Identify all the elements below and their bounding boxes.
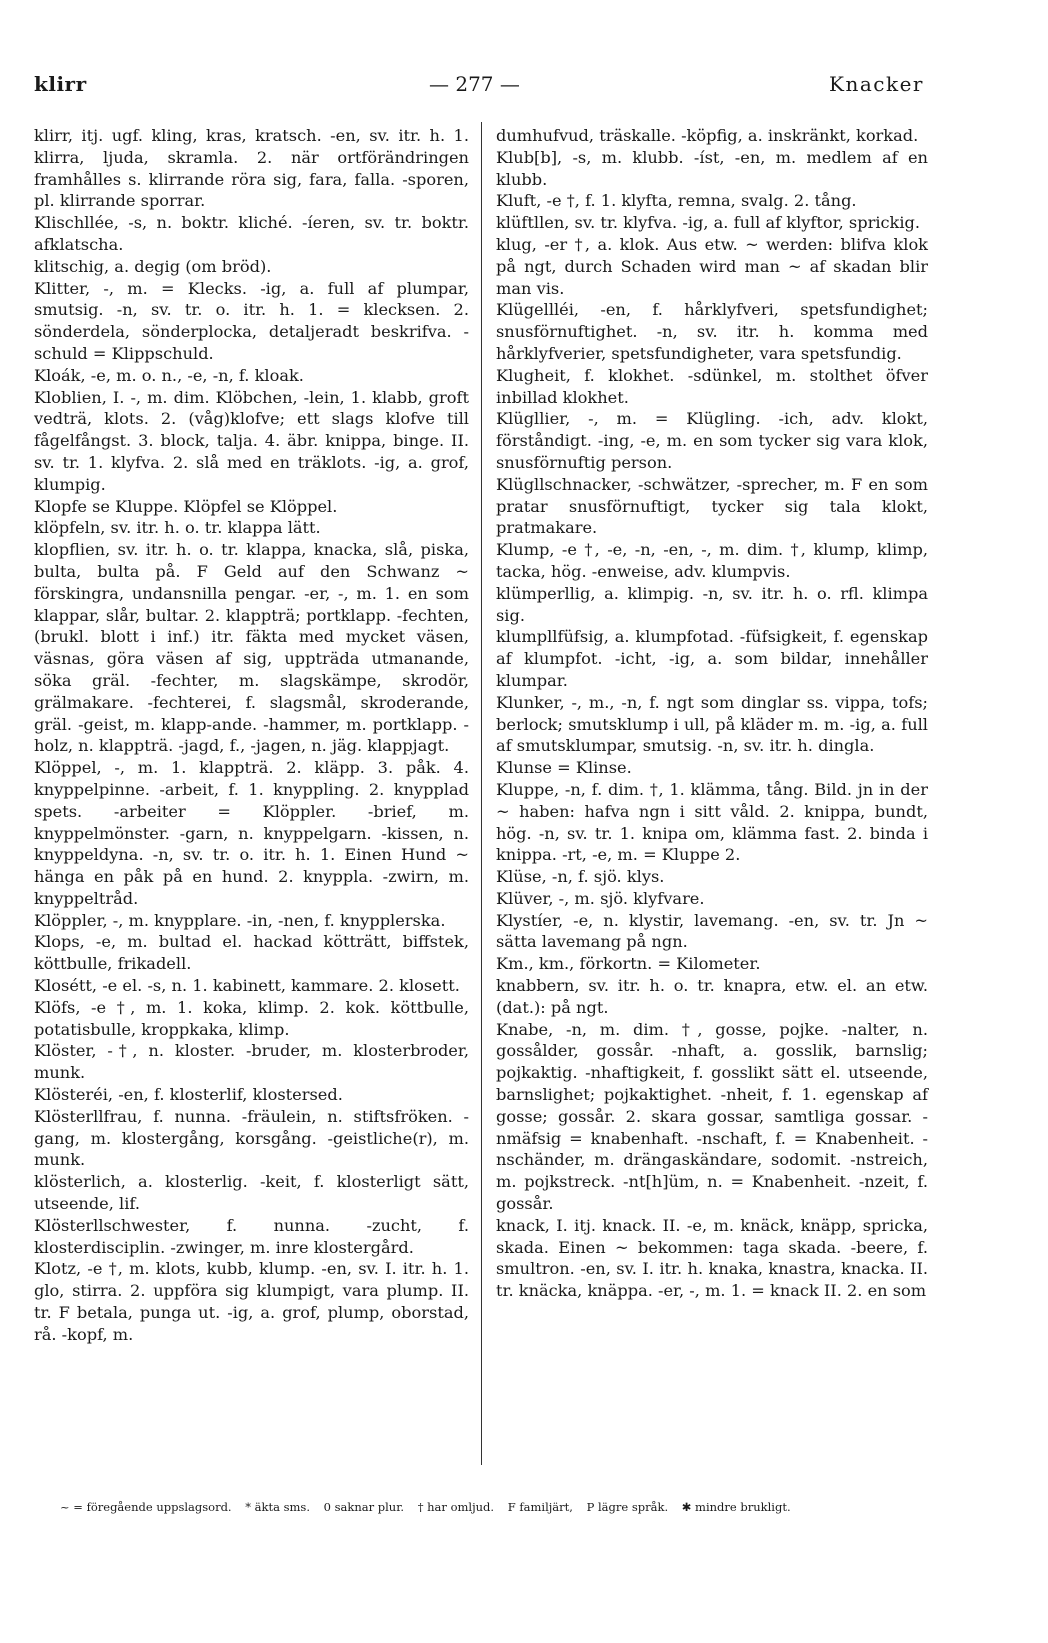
legend-item: ✱ mindre brukligt. xyxy=(681,1500,791,1514)
dictionary-entry: Klosétt, -e el. -s, n. 1. kabinett, kammare. 2. klosett. xyxy=(34,976,460,996)
dictionary-entry: Klüver, -, m. sjö. klyfvare. xyxy=(496,888,705,908)
dictionary-entry: klösterlich, a. klosterlig. -keit, f. klosterligt sätt, utseende, lif. xyxy=(34,1172,469,1214)
dictionary-entry: Klöppel, -, m. 1. klappträ. 2. kläpp. 3. påk. 4. knyppelpinne. -arbeit, f. 1. knyppling. 2. knypplad spets. -arbeiter = Klöppler. -brief, m. knyppelmönster. -garn, n. knyppelgarn. -kissen, n. knyppeldyna. -n, sv. tr. o. itr. h. 1. Einen Hund ~ hänga en påk på en hund. 2. knyppla. -zwirn, m. knyppeltråd. xyxy=(34,758,469,908)
dictionary-entry: Klitter, -, m. = Klecks. -ig, a. full af plumpar, smutsig. -n, sv. tr. o. itr. h. 1. = klecksen. 2. sönderdela, sönderplocka, detaljeradt beskrifva. -schuld = Klippschuld. xyxy=(34,278,469,363)
dictionary-entry: Kloák, -e, m. o. n., -e, -n, f. kloak. xyxy=(34,365,304,385)
left-column xyxy=(34,125,469,1346)
right-column xyxy=(496,125,928,1302)
dictionary-entry: Klügellléi, -en, f. hårklyfveri, spetsfundighet; snusförnuftighet. -n, sv. itr. h. komma med hårklyfverier, spetsfundigheter, vara spetsfundig. xyxy=(496,300,928,363)
page-number: — 277 — xyxy=(429,72,520,96)
dictionary-entry: Klöster, -†, n. kloster. -bruder, m. klosterbroder, munk. xyxy=(34,1041,469,1083)
dictionary-entry: klöpfeln, sv. itr. h. o. tr. klappa lätt. xyxy=(34,518,321,538)
right-running-head: Knacker xyxy=(829,72,924,96)
legend-item: F familjärt, xyxy=(507,1500,573,1514)
dictionary-entry: klirr, itj. ugf. kling, kras, kratsch. -en, sv. itr. h. 1. klirra, ljuda, skramla. 2. när ortförändringen framhålles s. klirrande röra sig, fara, falla. -sporen, pl. klirrande sporrar. xyxy=(34,126,469,211)
dictionary-entry: Klüse, -n, f. sjö. klys. xyxy=(496,867,665,887)
dictionary-entry: klitschig, a. degig (om bröd). xyxy=(34,256,272,276)
page-header xyxy=(34,72,924,102)
dictionary-entry: Klystíer, -e, n. klystir, lavemang. -en, sv. tr. Jn ~ sätta lavemang på ngn. xyxy=(496,910,928,952)
legend-item: † har omljud. xyxy=(417,1500,495,1514)
dictionary-entry: Klügllier, -, m. = Klügling. -ich, adv. klokt, förståndigt. -ing, -e, m. en som tycker sig vara klok, snusförnuftig person. xyxy=(496,409,928,472)
dictionary-entry: klug, -er †, a. klok. Aus etw. ~ werden: blifva klok på ngt, durch Schaden wird man ~ af skadan blir man vis. xyxy=(496,234,928,298)
legend-item: ~ = föregående uppslagsord. xyxy=(60,1500,232,1514)
dictionary-entry: Kloblien, I. -, m. dim. Klöbchen, -lein, 1. klabb, groft vedträ, klots. 2. (våg)klofve; ett slags klofve till fågelfångst. 3. block, talja. 4. äbr. knippa, binge. II. sv. tr. 1. klyfva. 2. slå med en träklots. -ig, a. grof, klumpig. xyxy=(34,387,469,494)
dictionary-entry: Klunker, -, m., -n, f. ngt som dinglar ss. vippa, tofs; berlock; smutsklump i ull, på kläder m. m. -ig, a. full af smutsklumpar, smutsig. -n, sv. itr. h. dingla. xyxy=(496,692,928,756)
legend-item: * äkta sms. xyxy=(245,1500,310,1514)
dictionary-entry: Klösteréi, -en, f. klosterlif, klostersed. xyxy=(34,1085,343,1105)
dictionary-entry: Klöfs, -e †, m. 1. koka, klimp. 2. kok. köttbulle, potatisbulle, kroppkaka, klimp. xyxy=(34,997,469,1039)
dictionary-entry: Klösterllfrau, f. nunna. -fräulein, n. stiftsfröken. -gang, m. klostergång, korsgång. -geistliche(r), m. munk. xyxy=(34,1106,469,1170)
dictionary-entry: Klops, -e, m. bultad el. hackad kötträtt, biffstek, köttbulle, frikadell. xyxy=(34,932,469,974)
dictionary-entry: Klotz, -e †, m. klots, kubb, klump. -en, sv. I. itr. h. 1. glo, stirra. 2. uppföra sig klumpigt, vara plump. II. tr. F betala, punga ut. -ig, a. grof, plump, oborstad, rå. -kopf, m. xyxy=(34,1259,469,1344)
legend-item: P lägre språk. xyxy=(586,1500,669,1514)
dictionary-entry: Klösterllschwester, f. nunna. -zucht, f. klosterdisciplin. -zwinger, m. inre klostergård. xyxy=(34,1215,469,1257)
dictionary-entry: Kluft, -e †, f. 1. klyfta, remna, svalg. 2. tång. xyxy=(496,191,857,211)
dictionary-entry: Klischllée, -s, n. boktr. kliché. -íeren, sv. tr. boktr. afklatscha. xyxy=(34,213,469,254)
dictionary-entry: Klügllschnacker, -schwätzer, -sprecher, m. F en som pratar snusförnuftigt, tycker sig tala klokt, pratmakare. xyxy=(496,474,928,538)
dictionary-entry: Klopfe se Kluppe. Klöpfel se Klöppel. xyxy=(34,496,338,516)
dictionary-entry: Klunse = Klinse. xyxy=(496,758,632,778)
dictionary-entry: Klugheit, f. klokhet. -sdünkel, m. stolthet öfver inbillad klokhet. xyxy=(496,365,928,407)
left-running-head: klirr xyxy=(34,72,87,96)
dictionary-entry: knabbern, sv. itr. h. o. tr. knapra, etw. el. an etw. (dat.): på ngt. xyxy=(496,976,928,1017)
dictionary-entry: Klump, -e †, -e, -n, -en, -, m. dim. †, klump, klimp, tacka, hög. -enweise, adv. klumpvis. xyxy=(496,540,928,581)
dictionary-entry: klopflien, sv. itr. h. o. tr. klappa, knacka, slå, piska, bulta, bulta på. F Geld auf den Schwanz ~ förskingra, undansnilla pengar. -er, -, m. 1. en som klappar, slår, bultar. 2. klappträ; portklapp. -fechten, (brukl. blott i inf.) itr. fäkta med mycket väsen, väsnas, göra väsen af sig, uppträda utmanande, söka gräl. -fechter, m. slagskämpe, skrodör, grälmakare. -fechterei, f. slagsmål, skroderande, gräl. -geist, m. klapp-ande. -hammer, m. portklapp. -holz, n. klappträ. -jagd, f., -jagen, n. jäg. klappjagt. xyxy=(34,540,469,756)
dictionary-entry: dumhufvud, träskalle. -köpfig, a. inskränkt, korkad. xyxy=(496,126,919,145)
dictionary-entry: Km., km., förkortn. = Kilometer. xyxy=(496,954,761,974)
column-divider xyxy=(481,122,482,1465)
dictionary-entry: klümperllig, a. klimpig. -n, sv. itr. h. o. rfl. klimpa sig. xyxy=(496,583,928,625)
dictionary-entry: klumpllfüfsig, a. klumpfotad. -füfsigkeit, f. egenskap af klumpfot. -icht, -ig, a. som bildar, innehåller klumpar. xyxy=(496,627,928,690)
abbreviation-legend xyxy=(60,1500,940,1514)
legend-item: 0 saknar plur. xyxy=(323,1500,405,1514)
dictionary-entry: Knabe, -n, m. dim. †, gosse, pojke. -nalter, n. gossålder, gossår. -nhaft, a. gosslik, barnslig; pojkaktig. -nhaftigkeit, f. gosslikt sätt el. utseende, barnslighet; pojkaktighet. -nheit, f. 1. egenskap af gosse; gossår. 2. skara gossar, samtliga gossar. -nmäfsig = knabenhaft. -nschaft, f. = Knabenheit. -nschänder, m. drängaskändare, sodomit. -nstreich, m. pojkstreck. -nt[h]üm, n. = Knabenheit. -nzeit, f. gossår. xyxy=(496,1019,928,1214)
dictionary-entry: knack, I. itj. knack. II. -e, m. knäck, knäpp, spricka, skada. Einen ~ bekommen: taga skada. -beere, f. smultron. -en, sv. I. itr. h. knaka, knastra, knacka. II. tr. knäcka, knäppa. -er, -, m. 1. = knack II. 2. en som xyxy=(496,1215,928,1301)
dictionary-entry: Klub[b], -s, m. klubb. -íst, -en, m. medlem af en klubb. xyxy=(496,147,928,189)
dictionary-entry: Kluppe, -n, f. dim. †, 1. klämma, tång. Bild. jn in der ~ haben: hafva ngn i sitt våld. 2. knippa, bundt, hög. -n, sv. tr. 1. knipa om, klämma fast. 2. binda i knippa. -rt, -e, m. = Kluppe 2. xyxy=(496,779,928,865)
dictionary-entry: Klöppler, -, m. knypplare. -in, -nen, f. knypplerska. xyxy=(34,910,446,930)
dictionary-entry: klüftllen, sv. tr. klyfva. -ig, a. full af klyftor, sprickig. xyxy=(496,213,921,233)
